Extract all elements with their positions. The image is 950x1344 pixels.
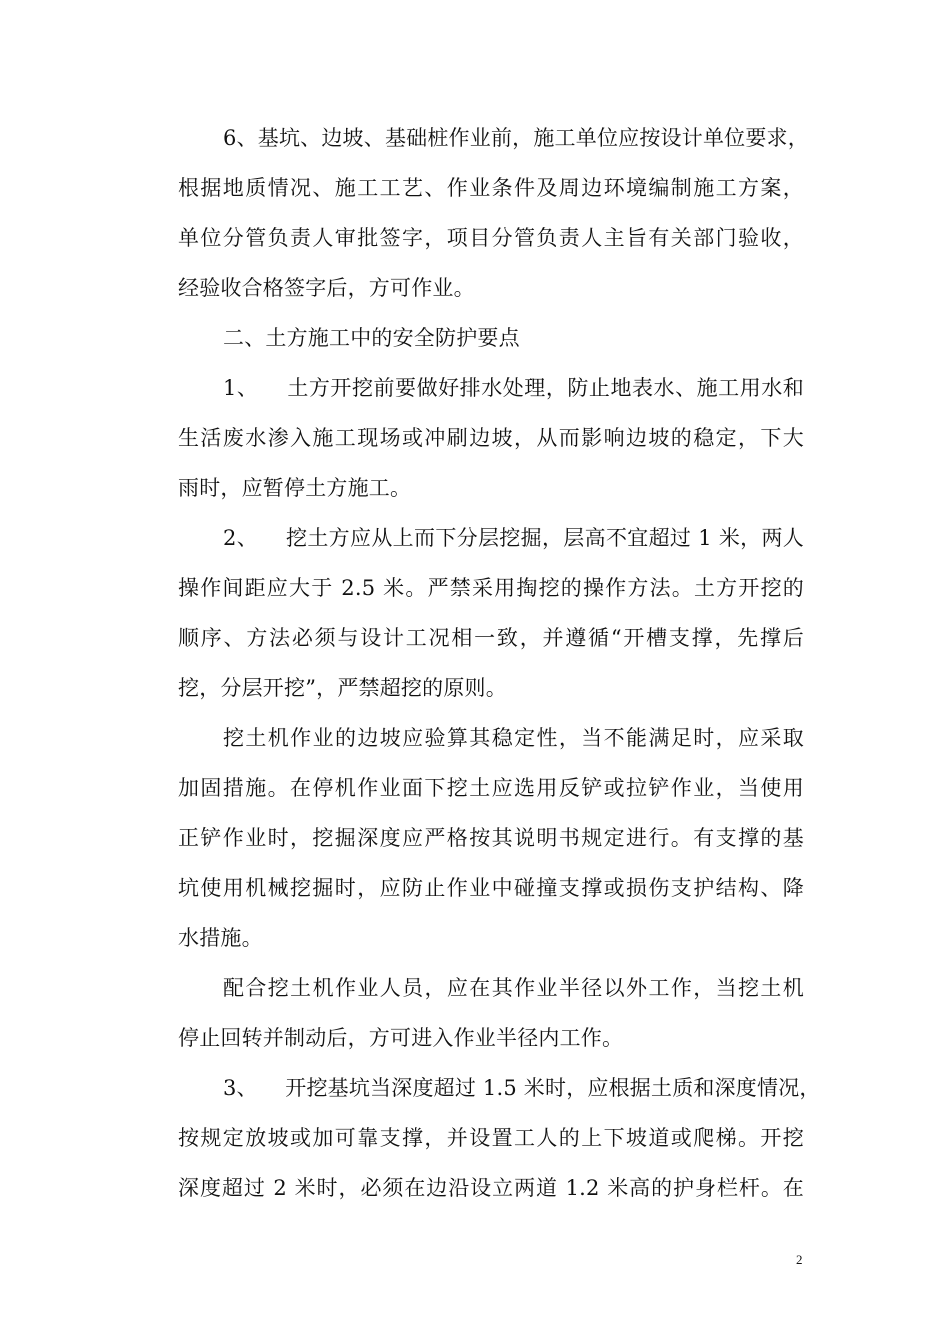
text-line: 水措施。 bbox=[178, 926, 263, 950]
text-line: 深度超过 2 米时，必须在边沿设立两道 1.2 米高的护身栏杆。在 bbox=[178, 1176, 804, 1200]
text-line: 2、 挖土方应从上而下分层挖掘，层高不宜超过 1 米，两人 bbox=[223, 526, 804, 550]
text-line: 按规定放坡或加可靠支撑，并设置工人的上下坡道或爬梯。开挖 bbox=[178, 1126, 804, 1150]
text-line: 停止回转并制动后，方可进入作业半径内工作。 bbox=[178, 1026, 624, 1050]
text-line: 3、 开挖基坑当深度超过 1.5 米时，应根据土质和深度情况， bbox=[223, 1076, 821, 1100]
text-line: 挖，分层开挖”，严禁超挖的原则。 bbox=[178, 676, 507, 700]
text-line: 坑使用机械挖掘时，应防止作业中碰撞支撑或损伤支护结构、降 bbox=[178, 876, 804, 900]
text-line: 挖土机作业的边坡应验算其稳定性，当不能满足时，应采取 bbox=[223, 726, 804, 750]
text-line: 单位分管负责人审批签字，项目分管负责人主旨有关部门验收， bbox=[178, 226, 804, 250]
text-line: 正铲作业时，挖掘深度应严格按其说明书规定进行。有支撑的基 bbox=[178, 826, 804, 850]
text-line: 1、 土方开挖前要做好排水处理，防止地表水、施工用水和 bbox=[223, 376, 804, 400]
text-line: 雨时，应暂停土方施工。 bbox=[178, 476, 412, 500]
text-line: 经验收合格签字后，方可作业。 bbox=[178, 276, 475, 300]
text-line: 操作间距应大于 2.5 米。严禁采用掏挖的操作方法。土方开挖的 bbox=[178, 576, 804, 600]
section-heading: 二、土方施工中的安全防护要点 bbox=[223, 326, 520, 350]
text-line: 顺序、方法必须与设计工况相一致，并遵循“开槽支撑，先撑后 bbox=[178, 626, 804, 650]
page-number: 2 bbox=[796, 1252, 803, 1267]
text-line: 生活废水渗入施工现场或冲刷边坡，从而影响边坡的稳定，下大 bbox=[178, 426, 804, 450]
text-line: 配合挖土机作业人员，应在其作业半径以外工作，当挖土机 bbox=[223, 976, 804, 1000]
text-line: 6、基坑、边坡、基础桩作业前，施工单位应按设计单位要求， bbox=[223, 126, 809, 150]
text-line: 根据地质情况、施工工艺、作业条件及周边环境编制施工方案， bbox=[178, 176, 804, 200]
text-line: 加固措施。在停机作业面下挖土应选用反铲或拉铲作业，当使用 bbox=[178, 776, 804, 800]
